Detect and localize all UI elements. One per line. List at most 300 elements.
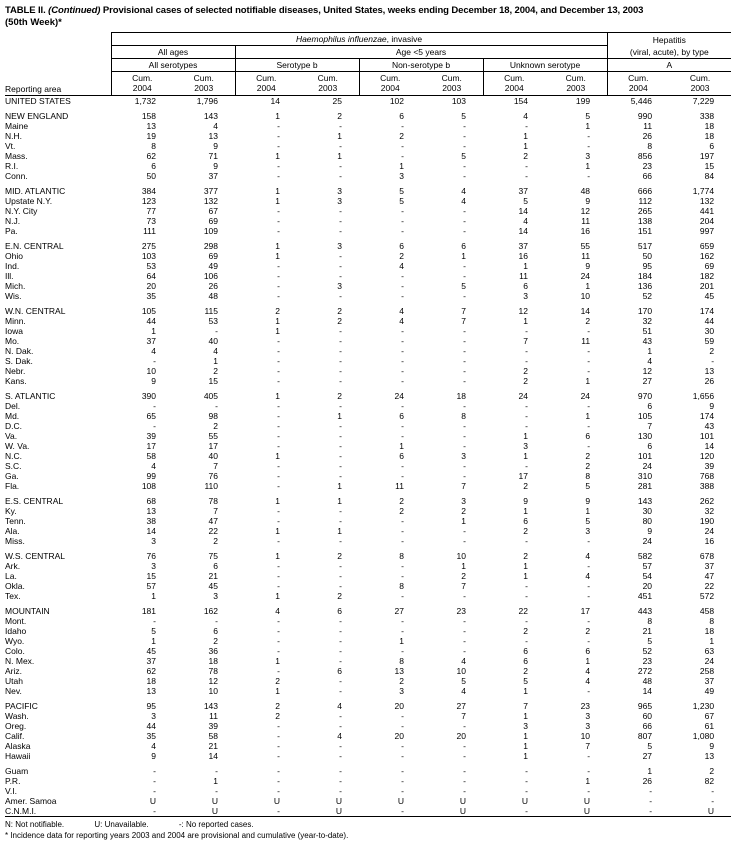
value-cell: -: [525, 161, 528, 171]
value-cell: 27: [642, 376, 653, 386]
value-cell: -: [339, 326, 342, 336]
value-cell: 9: [151, 376, 156, 386]
value-cell: 27: [642, 751, 653, 761]
value-cell: 4: [151, 346, 156, 356]
value-cell: 20: [456, 731, 466, 741]
table-row: [5, 411, 731, 421]
value-cell: 3: [151, 711, 156, 721]
value-cell: -: [463, 261, 466, 271]
table-row: [5, 441, 731, 451]
table-row: [5, 516, 731, 526]
value-cell: 23: [580, 701, 591, 711]
value-cell: 66: [642, 171, 653, 181]
value-cell: -: [401, 776, 404, 786]
value-cell: 1: [523, 561, 528, 571]
value-cell: 4: [399, 306, 404, 316]
reporting-area-cell: N. Mex.: [5, 656, 35, 666]
value-cell: 6: [337, 606, 342, 616]
value-cell: 1: [523, 506, 528, 516]
value-cell: 1: [709, 636, 715, 646]
value-cell: 30: [704, 326, 715, 336]
value-cell: 9: [213, 141, 218, 151]
value-cell: -: [463, 591, 466, 601]
table-row: [5, 571, 731, 581]
value-cell: U: [335, 806, 342, 816]
value-cell: U: [583, 796, 591, 806]
value-cell: -: [587, 786, 591, 796]
value-cell: 6: [523, 516, 528, 526]
value-cell: -: [277, 261, 280, 271]
value-cell: 6: [585, 646, 591, 656]
table-row: [5, 251, 731, 261]
value-cell: 80: [642, 516, 653, 526]
table-row: [5, 291, 731, 301]
value-cell: 1: [275, 241, 280, 251]
footnote-unavailable: U: Unavailable.: [94, 820, 149, 829]
value-cell: 377: [203, 186, 218, 196]
value-cell: 82: [704, 776, 715, 786]
value-cell: 78: [208, 496, 218, 506]
reporting-area-cell: Nebr.: [5, 366, 26, 376]
reporting-area-cell: MID. ATLANTIC: [5, 186, 66, 196]
table-body: [5, 96, 731, 817]
value-cell: -: [463, 471, 466, 481]
value-cell: 13: [146, 686, 156, 696]
value-cell: 49: [704, 686, 715, 696]
value-cell: -: [401, 536, 404, 546]
value-cell: 8: [399, 581, 404, 591]
value-cell: 76: [146, 551, 156, 561]
value-cell: 2: [399, 676, 404, 686]
value-cell: -: [339, 636, 342, 646]
value-cell: 53: [208, 316, 218, 326]
value-cell: 1: [461, 561, 466, 571]
value-cell: -: [463, 121, 466, 131]
value-cell: -: [587, 366, 591, 376]
reporting-area-cell: Pa.: [5, 226, 18, 236]
value-cell: -: [463, 431, 466, 441]
value-cell: 9: [213, 161, 218, 171]
value-cell: 2: [585, 626, 591, 636]
value-cell: 24: [580, 271, 591, 281]
reporting-area-cell: D.C.: [5, 421, 22, 431]
value-cell: 60: [642, 711, 653, 721]
value-cell: 4: [523, 216, 528, 226]
value-cell: 37: [146, 656, 156, 666]
value-cell: -: [277, 291, 280, 301]
value-cell: 1: [647, 766, 653, 776]
value-cell: 162: [203, 606, 218, 616]
table-row: [5, 796, 731, 806]
value-cell: 9: [151, 751, 156, 761]
value-cell: -: [463, 356, 466, 366]
value-cell: -: [525, 401, 528, 411]
col-header-allsero-cum-2004: Cum. 2004: [111, 72, 173, 96]
value-cell: 14: [580, 306, 591, 316]
reporting-area-cell: W. Va.: [5, 441, 30, 451]
value-cell: 1: [523, 741, 528, 751]
value-cell: 2: [213, 536, 218, 546]
value-cell: 75: [208, 551, 218, 561]
value-cell: -: [277, 226, 280, 236]
reporting-area-cell: Nev.: [5, 686, 22, 696]
value-cell: 3: [585, 721, 591, 731]
value-cell: -: [649, 786, 653, 796]
value-cell: -: [587, 171, 591, 181]
value-cell: -: [277, 646, 280, 656]
value-cell: -: [339, 121, 342, 131]
value-cell: -: [525, 356, 528, 366]
value-cell: -: [525, 776, 528, 786]
value-cell: -: [401, 401, 404, 411]
value-cell: -: [153, 421, 156, 431]
value-cell: -: [339, 366, 342, 376]
value-cell: U: [459, 806, 466, 816]
reporting-area-cell: Idaho: [5, 626, 27, 636]
value-cell: 13: [704, 751, 715, 761]
value-cell: -: [277, 376, 280, 386]
value-cell: 1: [337, 496, 342, 506]
value-cell: 5: [151, 626, 156, 636]
value-cell: 3: [213, 591, 218, 601]
value-cell: 143: [203, 701, 218, 711]
value-cell: 120: [699, 451, 715, 461]
value-cell: 1: [523, 141, 528, 151]
value-cell: 2: [523, 376, 528, 386]
value-cell: 1,230: [692, 701, 715, 711]
value-cell: 57: [146, 581, 156, 591]
value-cell: 55: [580, 241, 591, 251]
value-cell: -: [339, 686, 342, 696]
value-cell: 2: [461, 506, 466, 516]
value-cell: 1: [275, 186, 280, 196]
value-cell: 1: [275, 551, 280, 561]
value-cell: 8: [647, 141, 653, 151]
value-cell: -: [153, 616, 156, 626]
value-cell: 2: [523, 526, 528, 536]
reporting-area-cell: Md.: [5, 411, 20, 421]
table-week-label: (50th Week)*: [5, 17, 62, 28]
value-cell: -: [277, 806, 280, 816]
table-header: [5, 33, 731, 96]
value-cell: -: [153, 356, 156, 366]
value-cell: 48: [208, 291, 218, 301]
value-cell: -: [153, 766, 156, 776]
table-row: [5, 666, 731, 676]
table-row: [5, 226, 731, 236]
value-cell: -: [401, 766, 404, 776]
value-cell: -: [587, 141, 591, 151]
value-cell: 1: [585, 121, 591, 131]
value-cell: 6: [213, 626, 218, 636]
value-cell: 14: [518, 206, 528, 216]
value-cell: -: [339, 776, 342, 786]
table-row: [5, 236, 731, 251]
table-row: [5, 336, 731, 346]
value-cell: 6: [523, 281, 528, 291]
value-cell: -: [153, 806, 156, 816]
value-cell: -: [277, 421, 280, 431]
value-cell: 10: [456, 666, 466, 676]
value-cell: -: [339, 506, 342, 516]
value-cell: 181: [141, 606, 156, 616]
value-cell: -: [401, 216, 404, 226]
value-cell: -: [587, 561, 591, 571]
reporting-area-cell: Del.: [5, 401, 21, 411]
value-cell: -: [401, 366, 404, 376]
reporting-area-cell: N.H.: [5, 131, 22, 141]
reporting-area-cell: Iowa: [5, 326, 23, 336]
value-cell: 55: [208, 431, 218, 441]
value-cell: 2: [337, 306, 342, 316]
value-cell: -: [463, 636, 466, 646]
value-cell: -: [277, 471, 280, 481]
value-cell: -: [339, 741, 342, 751]
value-cell: -: [401, 326, 404, 336]
value-cell: 1: [523, 751, 528, 761]
value-cell: 15: [208, 376, 218, 386]
reporting-area-cell: C.N.M.I.: [5, 806, 37, 816]
value-cell: -: [277, 171, 280, 181]
value-cell: -: [339, 711, 342, 721]
value-cell: -: [339, 421, 342, 431]
value-cell: 24: [642, 461, 653, 471]
table-row: [5, 366, 731, 376]
table-row: [5, 591, 731, 601]
value-cell: 47: [704, 571, 715, 581]
value-cell: 4: [585, 551, 591, 561]
value-cell: -: [277, 741, 280, 751]
value-cell: 48: [580, 186, 591, 196]
footnote-no-cases: -: No reported cases.: [178, 820, 254, 829]
value-cell: -: [277, 666, 280, 676]
value-cell: 45: [208, 581, 218, 591]
value-cell: -: [277, 561, 280, 571]
value-cell: 310: [637, 471, 653, 481]
value-cell: 5,446: [630, 96, 653, 106]
value-cell: -: [277, 441, 280, 451]
reporting-area-cell: Mass.: [5, 151, 28, 161]
value-cell: 43: [704, 421, 715, 431]
value-cell: 37: [704, 561, 715, 571]
value-cell: 69: [208, 251, 218, 261]
value-cell: 262: [699, 496, 715, 506]
value-cell: 3: [337, 281, 342, 291]
value-cell: -: [277, 431, 280, 441]
value-cell: 7: [585, 741, 591, 751]
value-cell: -: [277, 411, 280, 421]
value-cell: 64: [146, 271, 156, 281]
value-cell: -: [463, 741, 466, 751]
table-row: [5, 686, 731, 696]
value-cell: 572: [699, 591, 715, 601]
value-cell: -: [339, 206, 342, 216]
value-cell: 101: [637, 451, 653, 461]
value-cell: 7: [213, 506, 218, 516]
value-cell: 18: [704, 626, 715, 636]
value-cell: 35: [146, 731, 156, 741]
value-cell: -: [215, 766, 218, 776]
value-cell: 2: [523, 366, 528, 376]
value-cell: -: [463, 646, 466, 656]
value-cell: -: [277, 536, 280, 546]
value-cell: 3: [585, 526, 591, 536]
value-cell: -: [277, 281, 280, 291]
value-cell: 99: [146, 471, 156, 481]
value-cell: 1: [337, 481, 342, 491]
value-cell: 61: [704, 721, 715, 731]
reporting-area-cell: PACIFIC: [5, 701, 38, 711]
value-cell: -: [463, 536, 466, 546]
value-cell: -: [277, 366, 280, 376]
value-cell: 4: [585, 571, 591, 581]
value-cell: 1: [523, 731, 528, 741]
value-cell: 5: [585, 481, 591, 491]
value-cell: 3: [585, 151, 591, 161]
value-cell: -: [401, 346, 404, 356]
value-cell: -: [525, 806, 528, 816]
value-cell: -: [463, 751, 466, 761]
value-cell: -: [463, 346, 466, 356]
value-cell: 115: [204, 306, 218, 316]
value-cell: 102: [389, 96, 404, 106]
value-cell: 390: [141, 391, 156, 401]
value-cell: -: [339, 656, 342, 666]
value-cell: -: [277, 401, 280, 411]
value-cell: -: [277, 751, 280, 761]
age-under5-header: Age <5 years: [235, 46, 607, 59]
hepatitis-subtitle-header: (viral, acute), by type: [607, 46, 731, 59]
value-cell: -: [587, 536, 591, 546]
value-cell: 8: [399, 656, 404, 666]
value-cell: 39: [208, 721, 218, 731]
value-cell: -: [587, 636, 591, 646]
value-cell: -: [277, 776, 280, 786]
value-cell: 14: [146, 526, 156, 536]
value-cell: 4: [399, 316, 404, 326]
value-cell: 23: [642, 161, 653, 171]
value-cell: 103: [451, 96, 466, 106]
reporting-area-cell: Tex.: [5, 591, 21, 601]
value-cell: 14: [208, 751, 218, 761]
value-cell: 4: [275, 606, 280, 616]
value-cell: 24: [394, 391, 404, 401]
value-cell: -: [401, 526, 404, 536]
value-cell: -: [401, 516, 404, 526]
value-cell: 44: [704, 316, 715, 326]
value-cell: 4: [585, 666, 591, 676]
value-cell: 67: [704, 711, 715, 721]
value-cell: -: [401, 151, 404, 161]
value-cell: 3: [399, 171, 404, 181]
notifiable-diseases-table: [5, 32, 731, 817]
value-cell: 17: [518, 471, 528, 481]
table-row: [5, 271, 731, 281]
reporting-area-cell: MOUNTAIN: [5, 606, 50, 616]
value-cell: 2: [709, 766, 715, 776]
reporting-area-cell: S. ATLANTIC: [5, 391, 56, 401]
value-cell: -: [339, 251, 342, 261]
table-row: [5, 301, 731, 316]
value-cell: 1,732: [134, 96, 156, 106]
value-cell: 9: [647, 526, 653, 536]
value-cell: 143: [203, 111, 218, 121]
value-cell: -: [277, 571, 280, 581]
header-subgroup-row: [5, 46, 731, 59]
value-cell: 6: [399, 111, 404, 121]
value-cell: 13: [208, 131, 218, 141]
value-cell: 384: [141, 186, 156, 196]
value-cell: 8: [399, 551, 404, 561]
value-cell: 2: [337, 551, 342, 561]
reporting-area-cell: Ind.: [5, 261, 20, 271]
table-row: [5, 206, 731, 216]
table-row: [5, 121, 731, 131]
value-cell: 17: [208, 441, 218, 451]
value-cell: 275: [141, 241, 156, 251]
value-cell: -: [401, 226, 404, 236]
value-cell: 4: [399, 261, 404, 271]
reporting-area-cell: Amer. Samoa: [5, 796, 57, 806]
haemophilus-group-header: [111, 33, 607, 46]
value-cell: 10: [456, 551, 466, 561]
value-cell: -: [339, 261, 342, 271]
value-cell: 32: [704, 506, 715, 516]
value-cell: 11: [209, 711, 218, 721]
value-cell: 4: [647, 356, 653, 366]
value-cell: -: [525, 591, 528, 601]
value-cell: -: [339, 536, 342, 546]
value-cell: U: [335, 796, 342, 806]
value-cell: 18: [704, 121, 715, 131]
value-cell: 5: [523, 676, 528, 686]
value-cell: 49: [208, 261, 218, 271]
reporting-area-cell: E.S. CENTRAL: [5, 496, 64, 506]
value-cell: -: [215, 616, 218, 626]
value-cell: 1: [275, 326, 280, 336]
value-cell: -: [463, 226, 466, 236]
value-cell: 1: [585, 161, 591, 171]
value-cell: 16: [580, 226, 591, 236]
value-cell: -: [153, 401, 156, 411]
value-cell: -: [339, 271, 342, 281]
value-cell: 2: [275, 711, 280, 721]
value-cell: -: [339, 616, 342, 626]
value-cell: 73: [146, 216, 156, 226]
value-cell: 18: [704, 131, 715, 141]
value-cell: -: [277, 721, 280, 731]
value-cell: 5: [461, 281, 466, 291]
value-cell: 13: [146, 506, 156, 516]
value-cell: -: [463, 131, 466, 141]
value-cell: -: [587, 346, 591, 356]
table-row: [5, 741, 731, 751]
value-cell: -: [339, 216, 342, 226]
value-cell: 4: [151, 461, 156, 471]
reporting-area-cell: Mich.: [5, 281, 26, 291]
table-row: [5, 526, 731, 536]
value-cell: -: [215, 401, 218, 411]
table-row: [5, 471, 731, 481]
value-cell: 4: [337, 701, 342, 711]
value-cell: 582: [637, 551, 653, 561]
reporting-area-cell: Guam: [5, 766, 29, 776]
value-cell: 154: [513, 96, 528, 106]
value-cell: 18: [456, 391, 466, 401]
all-serotypes-header: All serotypes: [111, 59, 235, 72]
col-header-serob-cum-2004: Cum. 2004: [235, 72, 297, 96]
value-cell: -: [525, 616, 528, 626]
